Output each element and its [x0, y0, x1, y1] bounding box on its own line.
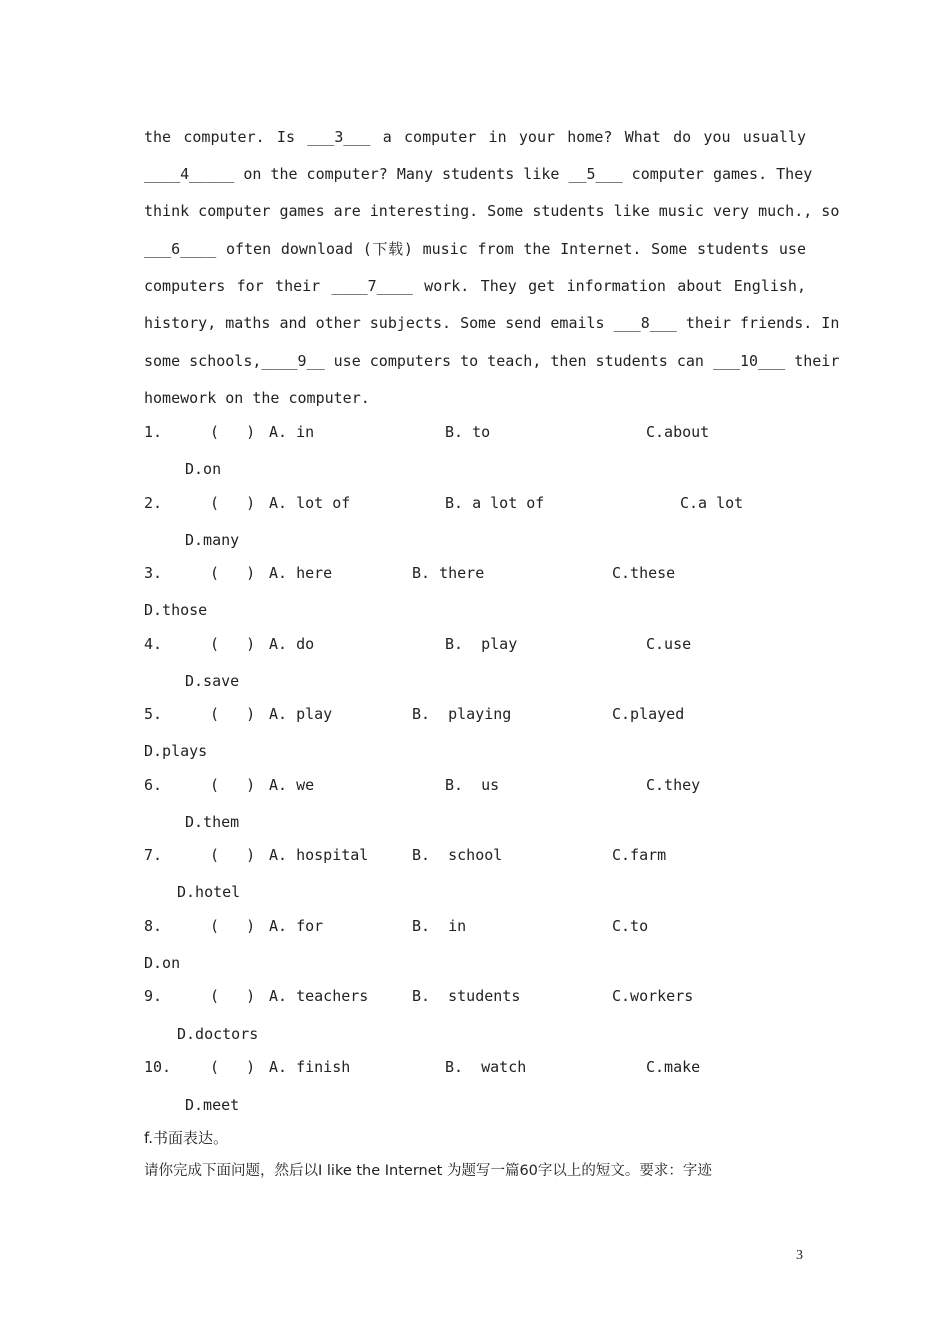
option-d: D.plays — [144, 742, 208, 760]
page-number: 3 — [796, 1248, 803, 1263]
option-c: C.workers — [612, 987, 694, 1005]
answer-blank[interactable]: ( ) — [210, 1058, 256, 1076]
question-number: 7. — [144, 846, 163, 864]
option-a: A. we — [269, 776, 315, 794]
option-d: D.many — [185, 531, 240, 549]
question-number: 2. — [144, 494, 163, 512]
option-a: A. play — [269, 705, 333, 723]
answer-blank[interactable]: ( ) — [210, 846, 256, 864]
answer-blank[interactable]: ( ) — [210, 705, 256, 723]
option-a: A. hospital — [269, 846, 369, 864]
section-heading: f.书面表达。 — [144, 1129, 228, 1147]
passage-line: history, maths and other subjects. Some send emails ___8___ their friends. In — [144, 314, 840, 332]
question-number: 10. — [144, 1058, 172, 1076]
passage-line: think computer games are interesting. Some students like music very much., so — [144, 202, 840, 220]
option-c: C.these — [612, 564, 676, 582]
answer-blank[interactable]: ( ) — [210, 917, 256, 935]
answer-blank[interactable]: ( ) — [210, 635, 256, 653]
passage-line: homework on the computer. — [144, 389, 370, 407]
passage-line: computers for their ____7____ work. They get information about English, — [144, 277, 806, 295]
option-b: B. students — [412, 987, 521, 1005]
question-number: 8. — [144, 917, 163, 935]
option-d: D.meet — [185, 1096, 240, 1114]
option-b: B. watch — [445, 1058, 527, 1076]
passage-line: some schools,____9__ use computers to teach, then students can ___10___ their — [144, 352, 840, 370]
option-a: A. teachers — [269, 987, 369, 1005]
option-c: C.make — [646, 1058, 701, 1076]
option-a: A. in — [269, 423, 315, 441]
option-d: D.doctors — [177, 1025, 259, 1043]
option-b: B. playing — [412, 705, 512, 723]
option-b: B. us — [445, 776, 500, 794]
option-d: D.on — [144, 954, 181, 972]
question-number: 3. — [144, 564, 163, 582]
option-a: A. lot of — [269, 494, 351, 512]
passage-line: ____4_____ on the computer? Many students like __5___ computer games. They — [144, 165, 813, 183]
option-b: B. in — [412, 917, 467, 935]
option-d: D.those — [144, 601, 208, 619]
question-number: 6. — [144, 776, 163, 794]
passage-line: ___6____ often download (下载) music from the Internet. Some students use — [144, 240, 806, 258]
option-a: A. finish — [269, 1058, 351, 1076]
passage-line: the computer. Is ___3___ a computer in your home? What do you usually — [144, 128, 806, 146]
option-c: C.to — [612, 917, 649, 935]
question-number: 1. — [144, 423, 163, 441]
option-b: B. to — [445, 423, 491, 441]
question-number: 9. — [144, 987, 163, 1005]
option-d: D.hotel — [177, 883, 241, 901]
answer-blank[interactable]: ( ) — [210, 776, 256, 794]
option-c: C.played — [612, 705, 685, 723]
question-number: 5. — [144, 705, 163, 723]
question-number: 4. — [144, 635, 163, 653]
answer-blank[interactable]: ( ) — [210, 564, 256, 582]
option-d: D.on — [185, 460, 222, 478]
option-b: B. a lot of — [445, 494, 545, 512]
option-c: C.farm — [612, 846, 667, 864]
option-a: A. do — [269, 635, 315, 653]
option-b: B. play — [445, 635, 518, 653]
answer-blank[interactable]: ( ) — [210, 987, 256, 1005]
option-a: A. here — [269, 564, 333, 582]
option-c: C.they — [646, 776, 701, 794]
option-d: D.them — [185, 813, 240, 831]
option-b: B. school — [412, 846, 503, 864]
option-c: C.about — [646, 423, 710, 441]
option-d: D.save — [185, 672, 240, 690]
option-c: C.a lot — [680, 494, 744, 512]
option-c: C.use — [646, 635, 692, 653]
answer-blank[interactable]: ( ) — [210, 494, 256, 512]
option-a: A. for — [269, 917, 324, 935]
option-b: B. there — [412, 564, 485, 582]
answer-blank[interactable]: ( ) — [210, 423, 256, 441]
writing-instruction: 请你完成下面问题，然后以I like the Internet 为题写一篇60字以上的短文。要求：字迹 — [144, 1163, 712, 1179]
